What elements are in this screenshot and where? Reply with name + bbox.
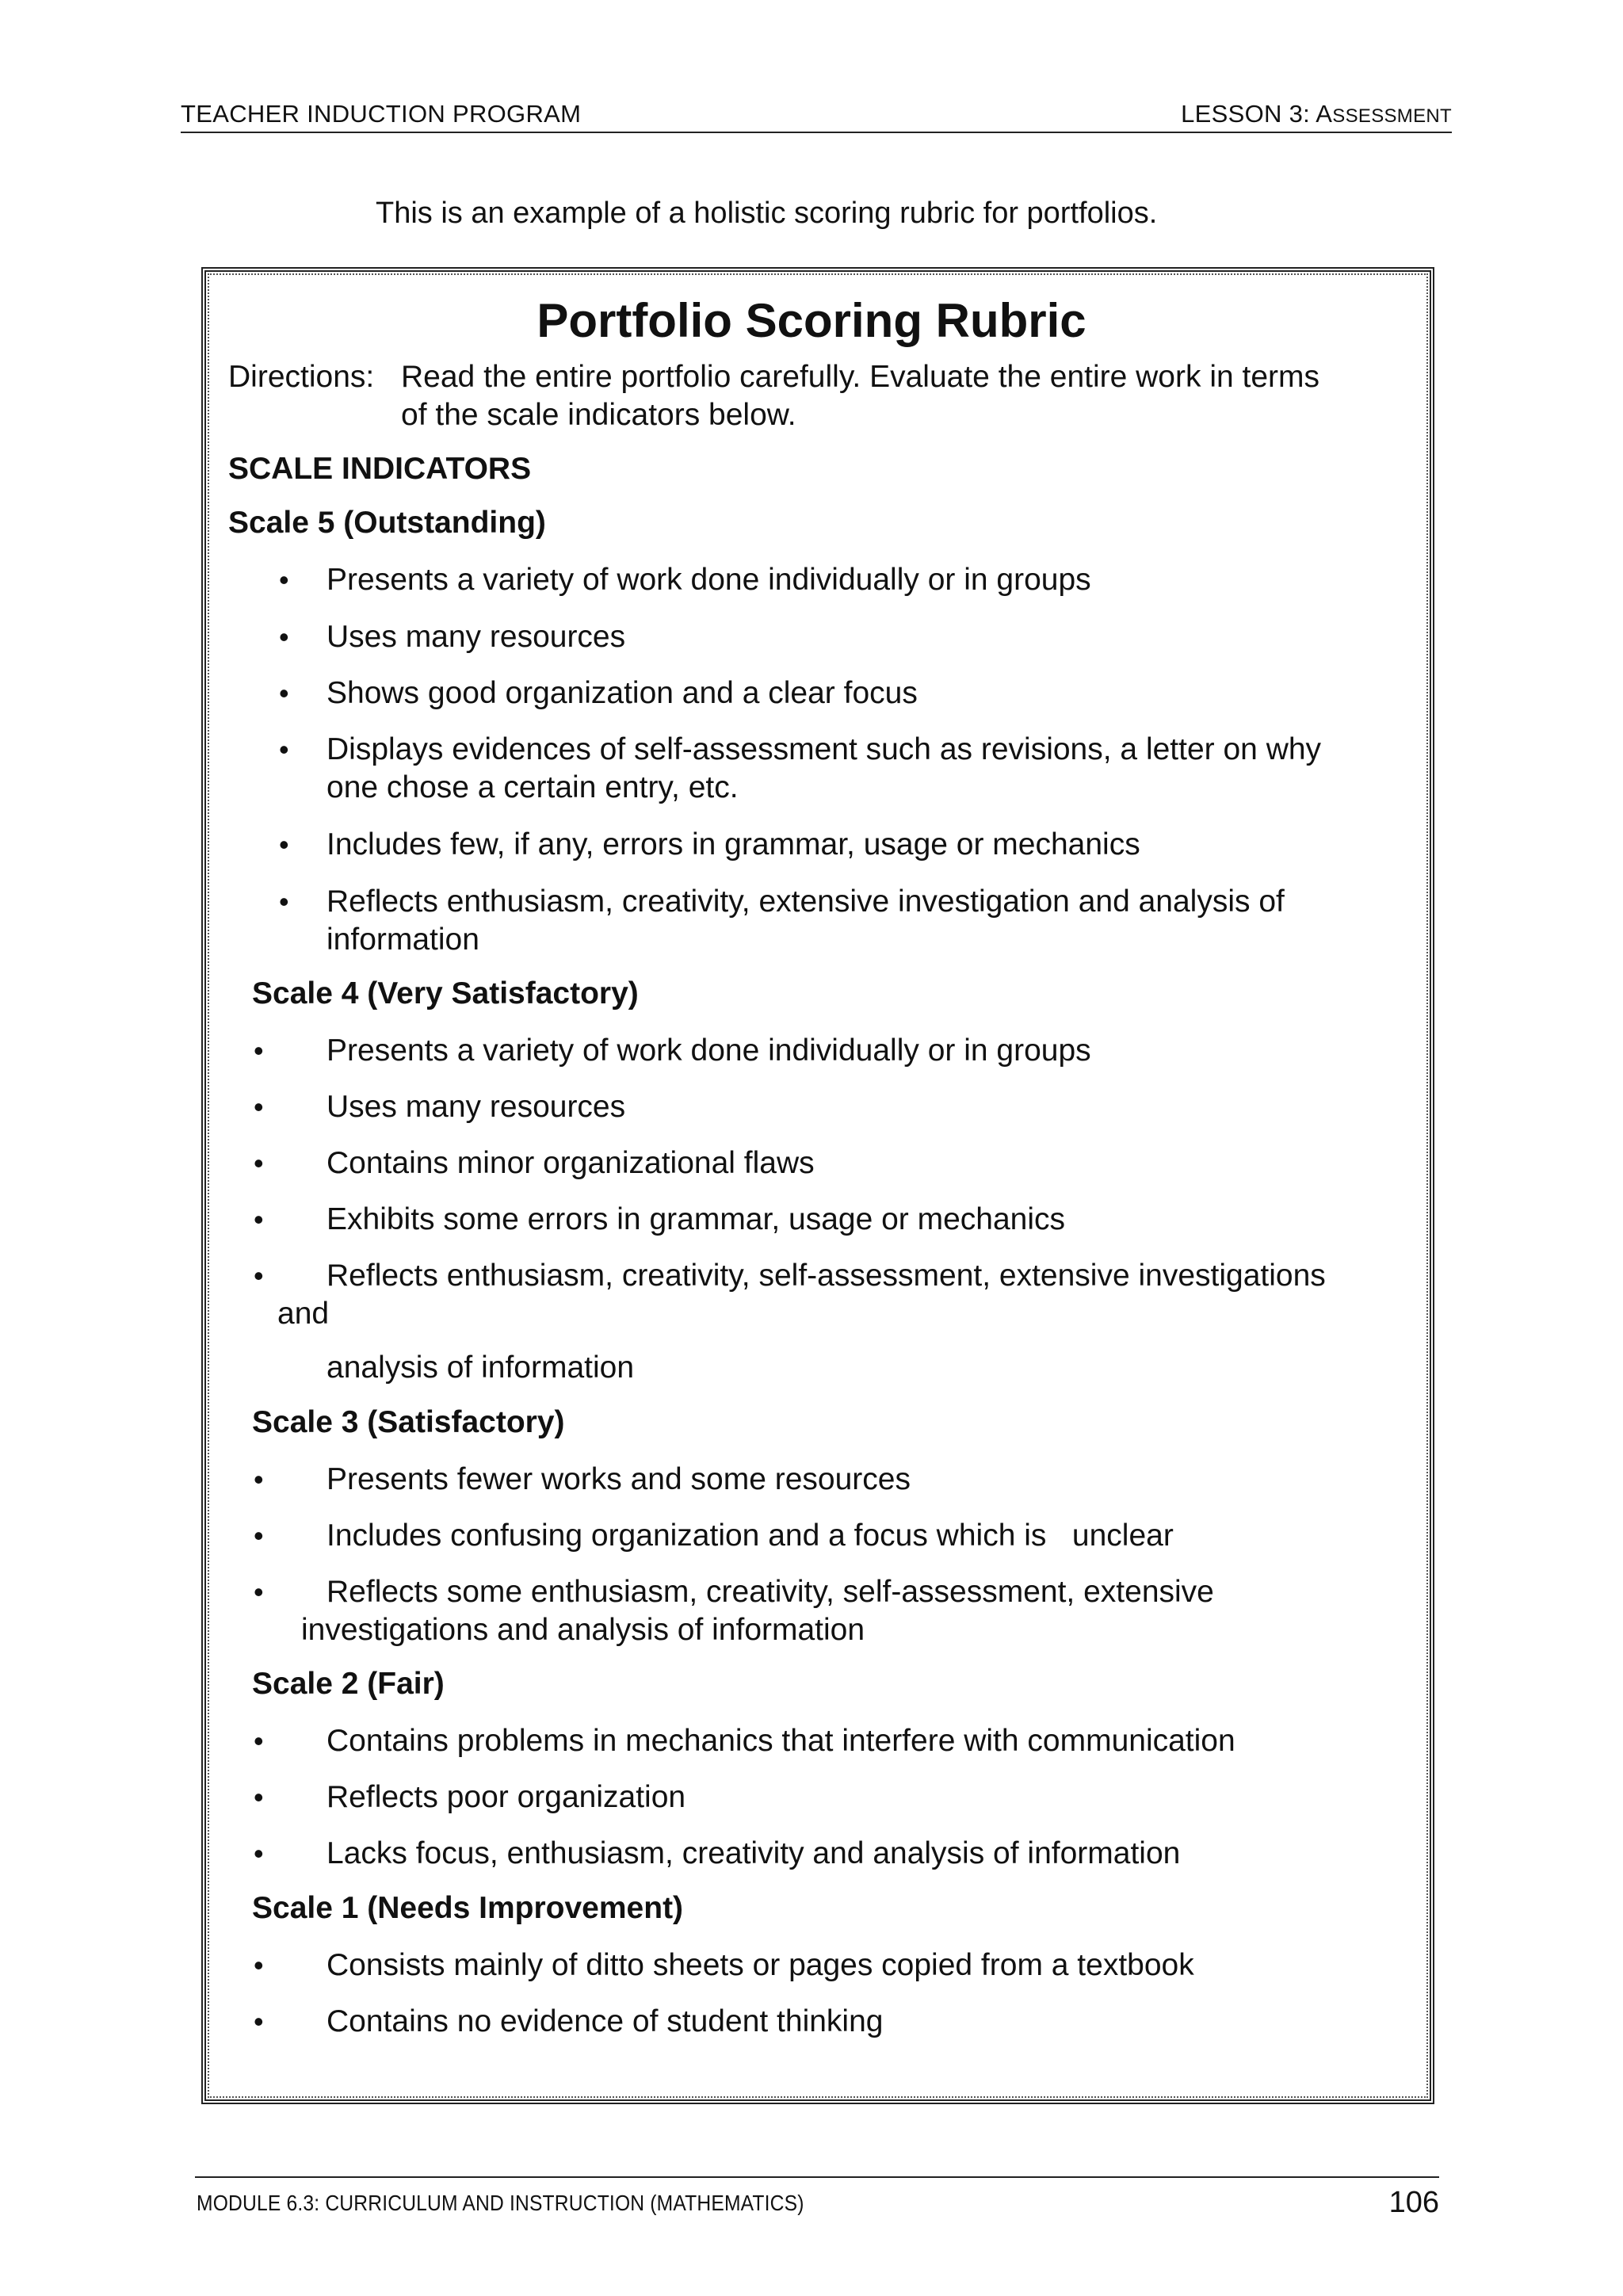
scale2-item-1: Contains problems in mechanics that interfere with communication	[327, 1724, 1235, 1758]
scale1-heading: Scale 1 (Needs Improvement)	[252, 1891, 684, 1925]
bullet-icon: •	[254, 1034, 264, 1067]
scale2-heading: Scale 2 (Fair)	[252, 1667, 445, 1701]
bullet-icon: •	[279, 733, 289, 766]
directions-text-line2: of the scale indicators below.	[401, 398, 796, 432]
bullet-icon: •	[254, 1781, 264, 1813]
scale4-item-1: Presents a variety of work done individually or in groups	[327, 1033, 1091, 1068]
header-lesson-prefix: LESSON 3: A	[1181, 100, 1333, 128]
scale3-item-2: Includes confusing organization and a focus which is unclear	[327, 1519, 1174, 1553]
bullet-icon: •	[254, 1463, 264, 1496]
header-program-title: TEACHER INDUCTION PROGRAM	[181, 100, 582, 128]
rubric-box	[201, 267, 1434, 2104]
bullet-icon: •	[279, 885, 289, 918]
scale4-item-2: Uses many resources	[327, 1090, 626, 1124]
bullet-icon: •	[254, 1576, 264, 1608]
scale4-item-3: Contains minor organizational flaws	[327, 1146, 815, 1180]
bullet-icon: •	[254, 1259, 264, 1292]
directions-text-line1: Read the entire portfolio carefully. Evaluate the entire work in terms	[401, 360, 1320, 394]
bullet-icon: •	[254, 2005, 264, 2038]
header-lesson-smallcaps: SSESSMENT	[1332, 105, 1452, 127]
scale1-item-2: Contains no evidence of student thinking	[327, 2004, 884, 2038]
scale4-item-5-line1: Reflects enthusiasm, creativity, self-assessment, extensive investigations	[327, 1259, 1326, 1293]
intro-text: This is an example of a holistic scoring rubric for portfolios.	[376, 197, 1158, 230]
bullet-icon: •	[254, 1949, 264, 1981]
scale5-heading: Scale 5 (Outstanding)	[228, 506, 546, 540]
page-number: 106	[1388, 2186, 1439, 2219]
scale2-item-3: Lacks focus, enthusiasm, creativity and analysis of information	[327, 1836, 1181, 1870]
scale5-item-2: Uses many resources	[327, 620, 626, 654]
bullet-icon: •	[254, 1725, 264, 1757]
scale4-item-5-line2: and	[277, 1297, 330, 1331]
scale5-item-1: Presents a variety of work done individually or in groups	[327, 563, 1091, 597]
scale2-item-2: Reflects poor organization	[327, 1780, 686, 1814]
bullet-icon: •	[279, 828, 289, 861]
header-lesson-title	[1181, 100, 1452, 128]
page-header	[181, 97, 1452, 133]
scale3-item-3-line1: Reflects some enthusiasm, creativity, self-assessment, extensive	[327, 1575, 1214, 1609]
bullet-icon: •	[254, 1203, 264, 1236]
scale4-heading: Scale 4 (Very Satisfactory)	[252, 976, 639, 1010]
bullet-icon: •	[279, 621, 289, 653]
bullet-icon: •	[279, 677, 289, 709]
directions-label: Directions:	[228, 360, 375, 394]
scale3-item-1: Presents fewer works and some resources	[327, 1462, 911, 1496]
bullet-icon: •	[254, 1519, 264, 1552]
scale5-item-4-line1: Displays evidences of self-assessment such as revisions, a letter on why	[327, 732, 1322, 766]
bullet-icon: •	[279, 563, 289, 596]
bullet-icon: •	[254, 1147, 264, 1179]
scale5-item-4-line2: one chose a certain entry, etc.	[327, 770, 739, 804]
scale1-item-1: Consists mainly of ditto sheets or pages copied from a textbook	[327, 1948, 1194, 1982]
page-footer	[195, 2176, 1439, 2225]
scale-indicators-heading: SCALE INDICATORS	[228, 452, 532, 486]
rubric-title: Portfolio Scoring Rubric	[537, 294, 1086, 347]
scale5-item-5: Includes few, if any, errors in grammar, usage or mechanics	[327, 827, 1140, 861]
scale3-item-3-line2: investigations and analysis of information	[301, 1613, 865, 1647]
scale5-item-3: Shows good organization and a clear focus	[327, 676, 918, 710]
scale5-item-6-line1: Reflects enthusiasm, creativity, extensive investigation and analysis of	[327, 884, 1285, 919]
scale4-item-4: Exhibits some errors in grammar, usage or mechanics	[327, 1202, 1066, 1236]
scale4-item-5-line3: analysis of information	[327, 1350, 635, 1385]
bullet-icon: •	[254, 1091, 264, 1123]
footer-module-title: MODULE 6.3: CURRICULUM AND INSTRUCTION (MATHEMATICS)	[197, 2191, 804, 2215]
bullet-icon: •	[254, 1837, 264, 1870]
scale5-item-6-line2: information	[327, 923, 479, 957]
scale3-heading: Scale 3 (Satisfactory)	[252, 1405, 565, 1439]
